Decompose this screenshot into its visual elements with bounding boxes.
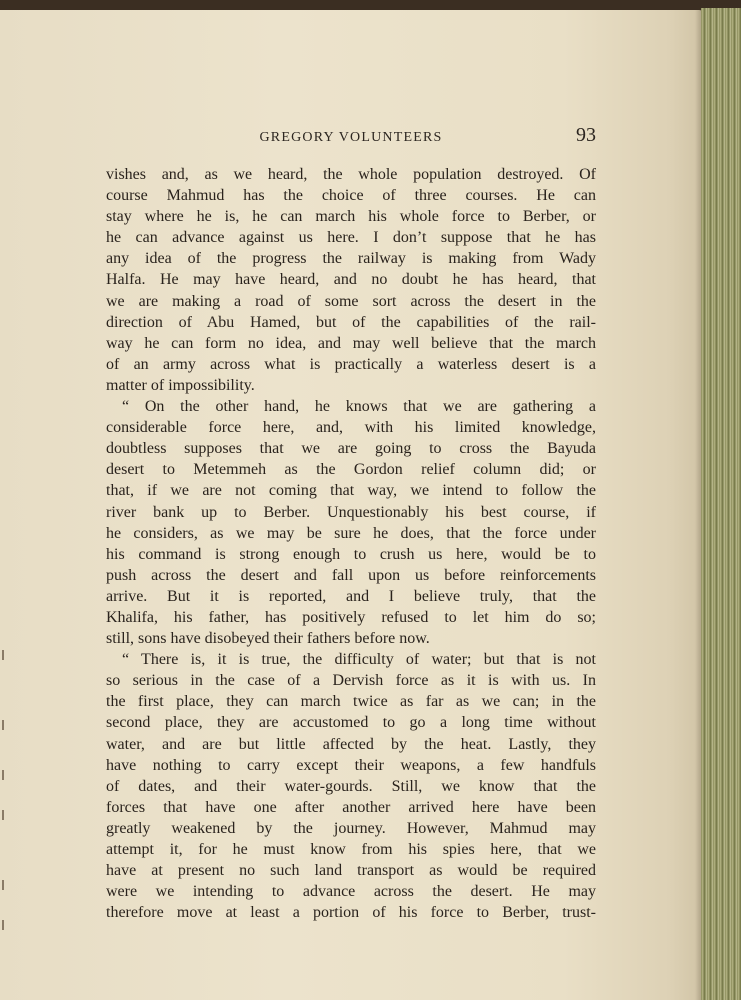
text-line: vishes and, as we heard, the whole population destroyed. Of	[106, 166, 596, 183]
text-line: second place, they are accustomed to go a long time without	[106, 714, 596, 732]
text-line: that, if we are not coming that way, we intend to follow the	[106, 482, 596, 500]
margin-tick	[2, 770, 4, 780]
text-line: arrive. But it is reported, and I believe truly, that the	[106, 587, 596, 605]
text-line: Khalifa, his father, has positively refused to let him do so;	[106, 608, 596, 626]
text-line: direction of Abu Hamed, but of the capabilities of the rail-	[106, 313, 596, 331]
text-line: desert to Metemmeh as the Gordon relief column did; or	[106, 461, 596, 479]
margin-tick	[2, 920, 4, 930]
margin-tick	[2, 810, 4, 820]
paper-page	[0, 10, 705, 1000]
text-line: matter of impossibility.	[106, 376, 255, 394]
margin-tick	[2, 720, 4, 730]
text-line: we are making a road of some sort across the desert in the	[106, 292, 596, 310]
text-line: doubtless supposes that we are going to cross the Bayuda	[106, 440, 596, 458]
text-line: push across the desert and fall upon us before reinforcements	[106, 566, 596, 584]
text-line: “ On the other hand, he knows that we are gathering a	[122, 398, 596, 416]
text-line: of dates, and their water-gourds. Still, we know that the	[106, 777, 596, 795]
text-line: way he can form no idea, and may well believe that the march	[106, 334, 596, 352]
text-line: so serious in the case of a Dervish force as it is with us. In	[106, 672, 596, 690]
text-line: Halfa. He may have heard, and no doubt he has heard, that	[106, 271, 596, 289]
text-line: attempt it, for he must know from his spies here, that we	[106, 841, 596, 858]
text-line: course Mahmud has the choice of three courses. He can	[106, 187, 596, 205]
text-line: his command is strong enough to crush us here, would be to	[106, 545, 596, 563]
text-line: were we intending to advance across the desert. He may	[106, 883, 596, 901]
page-number: 93	[576, 124, 596, 146]
body-text	[106, 164, 596, 923]
text-line: of an army across what is practically a waterless desert is a	[106, 355, 596, 373]
text-line: have nothing to carry except their weapons, a few handfuls	[106, 756, 596, 774]
text-line: considerable force here, and, with his limited knowledge,	[106, 419, 596, 437]
margin-marks	[0, 650, 10, 950]
text-line: stay where he is, he can march his whole force to Berber, or	[106, 208, 596, 226]
text-line: “ There is, it is true, the difficulty of water; but that is not	[122, 651, 596, 669]
text-line: greatly weakened by the journey. However, Mahmud may	[106, 819, 596, 837]
text-line: he considers, as we may be sure he does, that the force under	[106, 524, 596, 542]
text-line: forces that have one after another arrived here have been	[106, 798, 596, 816]
text-line: river bank up to Berber. Unquestionably his best course, if	[106, 503, 596, 521]
text-line: water, and are but little affected by the heat. Lastly, they	[106, 735, 596, 753]
text-line: any idea of the progress the railway is making from Wady	[106, 250, 596, 268]
text-line: still, sons have disobeyed their fathers before now.	[106, 630, 430, 648]
running-head: GREGORY VOLUNTEERS	[259, 130, 443, 145]
text-line: therefore move at least a portion of his force to Berber, trust-	[106, 904, 596, 922]
margin-tick	[2, 880, 4, 890]
text-line: he can advance against us here. I don’t suppose that he has	[106, 229, 596, 247]
margin-tick	[2, 650, 4, 660]
book-page-edges	[701, 8, 741, 1000]
page-header	[106, 124, 596, 150]
text-line: have at present no such land transport as would be required	[106, 862, 596, 880]
text-line: the first place, they can march twice as far as we can; in the	[106, 693, 596, 711]
